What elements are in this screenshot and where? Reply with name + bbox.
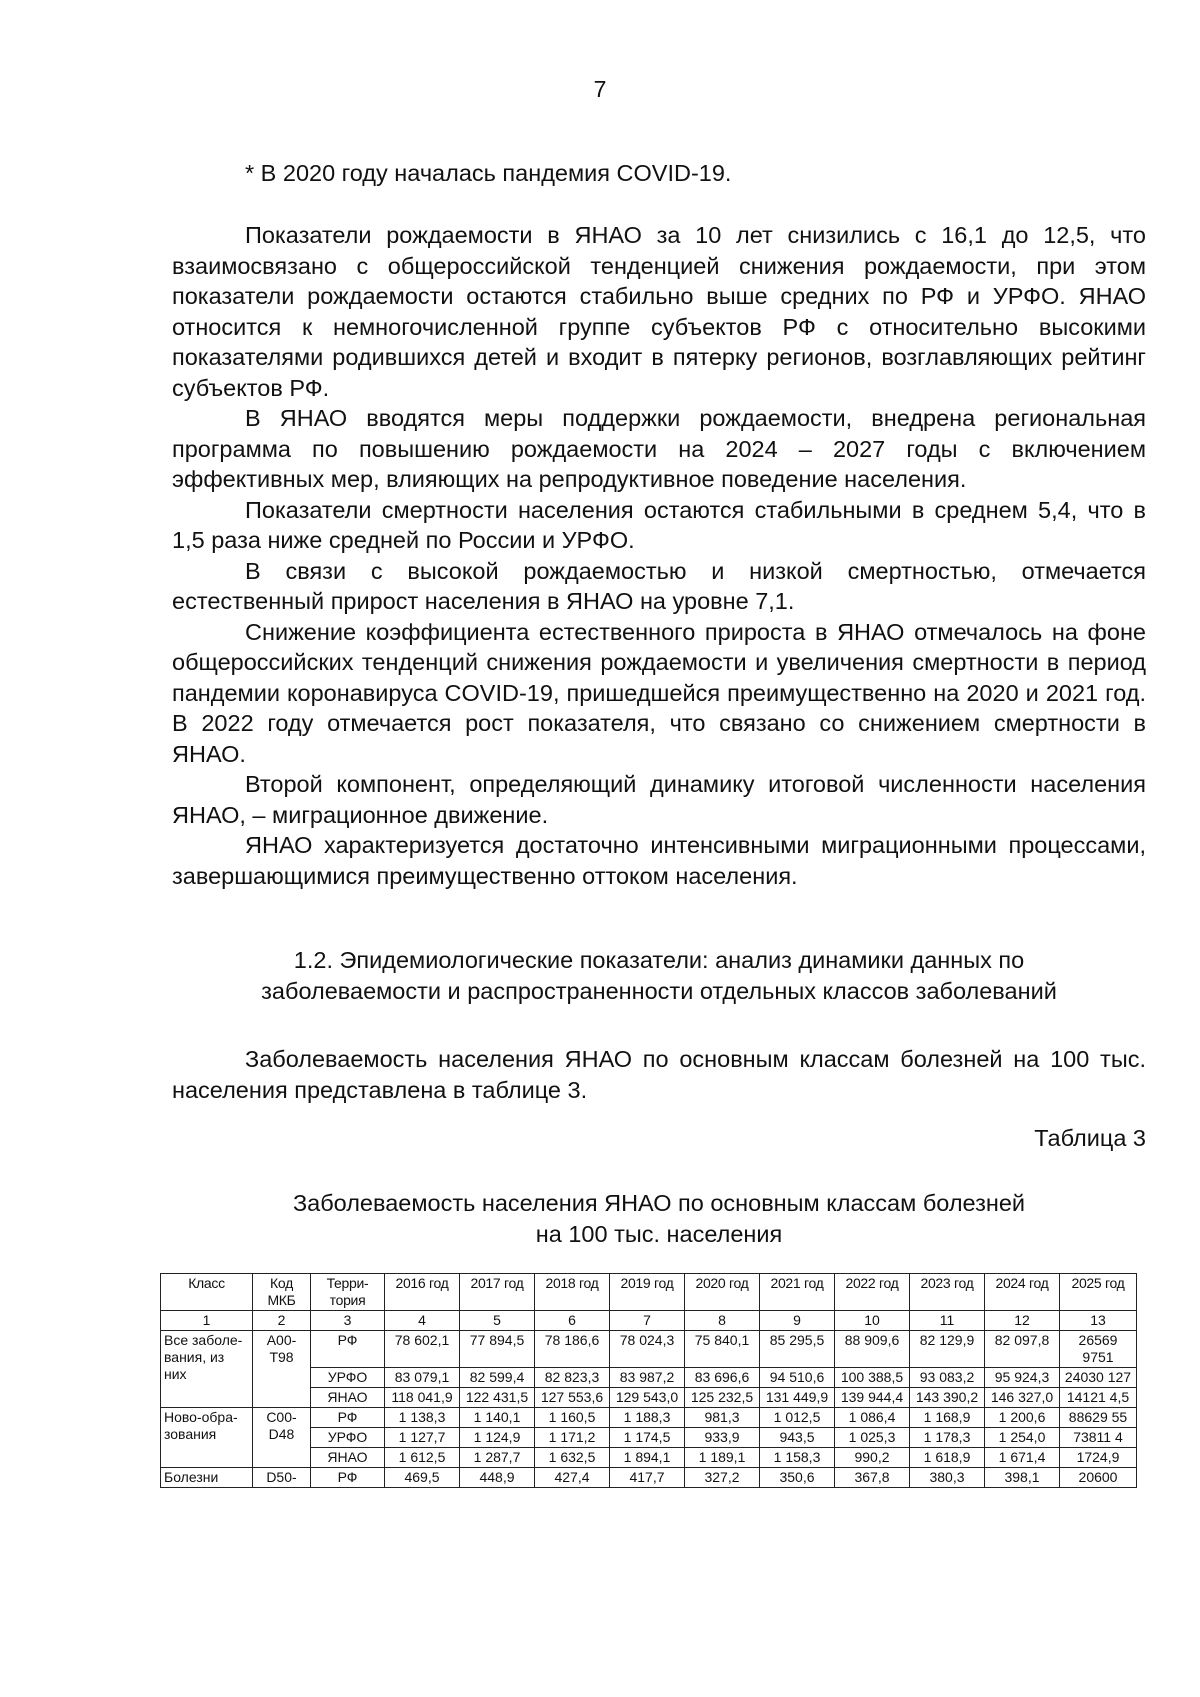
value-cell: 1 671,4 <box>985 1448 1060 1468</box>
value-cell: 139 944,4 <box>835 1388 910 1408</box>
header-cell: Код МКБ <box>253 1274 311 1311</box>
value-cell: 1 612,5 <box>385 1448 460 1468</box>
column-number-row <box>161 1311 1137 1331</box>
value-cell: 1 200,6 <box>985 1408 1060 1428</box>
value-cell: 469,5 <box>385 1468 460 1488</box>
value-cell: 1 171,2 <box>535 1428 610 1448</box>
paragraph: В ЯНАО вводятся меры поддержки рождаемости, внедрена региональная программа по повышению рождаемости на 2024 – 2027 годы с включением эффективных мер, влияющих на репродуктивное поведение населения. <box>172 405 1146 492</box>
value-cell: 1 632,5 <box>535 1448 610 1468</box>
value-cell: 981,3 <box>685 1408 760 1428</box>
paragraph: Показатели рождаемости в ЯНАО за 10 лет снизились с 16,1 до 12,5, что взаимосвязано с общероссийской тенденцией снижения рождаемости, при этом показатели рождаемости остаются стабильно выше средних по РФ и УРФО. ЯНАО относится к немногочисленной группе субъектов РФ с относительно высокими показателями родившихся детей и входит в пятерку регионов, возглавляющих рейтинг субъектов РФ. <box>172 222 1146 401</box>
value-cell: 73811 4 <box>1060 1428 1137 1448</box>
value-cell: 1 189,1 <box>685 1448 760 1468</box>
value-cell: 100 388,5 <box>835 1368 910 1388</box>
value-cell: 82 599,4 <box>460 1368 535 1388</box>
value-cell: 1 188,3 <box>610 1408 685 1428</box>
value-cell: 122 431,5 <box>460 1388 535 1408</box>
value-cell: 24030 127 <box>1060 1368 1137 1388</box>
header-cell: 2017 год <box>460 1274 535 1311</box>
header-cell: 2018 год <box>535 1274 610 1311</box>
value-cell: 448,9 <box>460 1468 535 1488</box>
value-cell: 88 909,6 <box>835 1331 910 1368</box>
header-cell: Терри-тория <box>311 1274 385 1311</box>
territory-cell: ЯНАО <box>311 1388 385 1408</box>
value-cell: 143 390,2 <box>910 1388 985 1408</box>
value-cell: 85 295,5 <box>760 1331 835 1368</box>
table-title-line: на 100 тыс. населения <box>535 1221 783 1247</box>
value-cell: 78 186,6 <box>535 1331 610 1368</box>
value-cell: 131 449,9 <box>760 1388 835 1408</box>
territory-cell: РФ <box>311 1468 385 1488</box>
column-number: 1 <box>161 1311 253 1331</box>
value-cell: 1 012,5 <box>760 1408 835 1428</box>
value-cell: 26569 9751 <box>1060 1331 1137 1368</box>
header-cell: 2023 год <box>910 1274 985 1311</box>
value-cell: 380,3 <box>910 1468 985 1488</box>
value-cell: 327,2 <box>685 1468 760 1488</box>
value-cell: 75 840,1 <box>685 1331 760 1368</box>
value-cell: 125 232,5 <box>685 1388 760 1408</box>
table-row <box>161 1408 1137 1428</box>
column-number: 11 <box>910 1311 985 1331</box>
column-number: 12 <box>985 1311 1060 1331</box>
territory-cell: РФ <box>311 1331 385 1368</box>
territory-cell: УРФО <box>311 1368 385 1388</box>
column-number: 9 <box>760 1311 835 1331</box>
value-cell: 83 987,2 <box>610 1368 685 1388</box>
value-cell: 1 254,0 <box>985 1428 1060 1448</box>
paragraph: Снижение коэффициента естественного прироста в ЯНАО отмечалось на фоне общероссийских тенденций снижения рождаемости и увеличения смертности в период пандемии коронавируса COVID-19, пришедшейся преимущественно на 2020 и 2021 год. В 2022 году отмечается рост показателя, что связано со снижением смертности в ЯНАО. <box>172 618 1146 767</box>
value-cell: 83 079,1 <box>385 1368 460 1388</box>
value-cell: 398,1 <box>985 1468 1060 1488</box>
table-title <box>172 1188 1146 1250</box>
value-cell: 1 158,3 <box>760 1448 835 1468</box>
territory-cell: ЯНАО <box>311 1448 385 1468</box>
value-cell: 1 618,9 <box>910 1448 985 1468</box>
body-text <box>172 220 1146 891</box>
value-cell: 1 287,7 <box>460 1448 535 1468</box>
value-cell: 78 024,3 <box>610 1331 685 1368</box>
value-cell: 14121 4,5 <box>1060 1388 1137 1408</box>
table-body <box>161 1331 1137 1488</box>
value-cell: 350,6 <box>760 1468 835 1488</box>
value-cell: 77 894,5 <box>460 1331 535 1368</box>
table-row <box>161 1468 1137 1488</box>
column-number: 13 <box>1060 1311 1137 1331</box>
value-cell: 1 086,4 <box>835 1408 910 1428</box>
section-heading <box>172 945 1146 1007</box>
section-heading-line: заболеваемости и распространенности отдельных классов заболеваний <box>261 978 1057 1004</box>
value-cell: 94 510,6 <box>760 1368 835 1388</box>
value-cell: 83 696,6 <box>685 1368 760 1388</box>
paragraph: Показатели смертности населения остаются стабильными в среднем 5,4, что в 1,5 раза ниже средней по России и УРФО. <box>172 496 1146 553</box>
value-cell: 427,4 <box>535 1468 610 1488</box>
column-number: 6 <box>535 1311 610 1331</box>
value-cell: 990,2 <box>835 1448 910 1468</box>
disease-class-cell: Все заболе-вания, из них <box>161 1331 253 1408</box>
header-cell: 2019 год <box>610 1274 685 1311</box>
pandemic-footnote: * В 2020 году началась пандемия COVID-19. <box>245 160 732 186</box>
column-number: 4 <box>385 1311 460 1331</box>
column-number: 3 <box>311 1311 385 1331</box>
value-cell: 118 041,9 <box>385 1388 460 1408</box>
table-header-row <box>161 1274 1137 1311</box>
value-cell: 146 327,0 <box>985 1388 1060 1408</box>
column-number: 10 <box>835 1311 910 1331</box>
value-cell: 1 025,3 <box>835 1428 910 1448</box>
value-cell: 1 894,1 <box>610 1448 685 1468</box>
icd-code-cell: С00-D48 <box>253 1408 311 1468</box>
value-cell: 1 178,3 <box>910 1428 985 1448</box>
paragraph: Заболеваемость населения ЯНАО по основным классам болезней на 100 тыс. населения представлена в таблице 3. <box>172 1046 1146 1103</box>
territory-cell: РФ <box>311 1408 385 1428</box>
section-heading-line: 1.2. Эпидемиологические показатели: анализ динамики данных по <box>293 947 1025 973</box>
intro-text <box>172 1044 1146 1105</box>
header-cell: 2024 год <box>985 1274 1060 1311</box>
disease-class-cell: Болезни <box>161 1468 253 1488</box>
value-cell: 20600 <box>1060 1468 1137 1488</box>
header-cell: 2020 год <box>685 1274 760 1311</box>
value-cell: 95 924,3 <box>985 1368 1060 1388</box>
value-cell: 88629 55 <box>1060 1408 1137 1428</box>
header-cell: Класс <box>161 1274 253 1311</box>
value-cell: 129 543,0 <box>610 1388 685 1408</box>
value-cell: 367,8 <box>835 1468 910 1488</box>
column-number: 5 <box>460 1311 535 1331</box>
value-cell: 82 823,3 <box>535 1368 610 1388</box>
paragraph: Второй компонент, определяющий динамику итоговой численности населения ЯНАО, – миграционное движение. <box>172 771 1146 828</box>
value-cell: 1 124,9 <box>460 1428 535 1448</box>
value-cell: 82 129,9 <box>910 1331 985 1368</box>
column-number: 7 <box>610 1311 685 1331</box>
territory-cell: УРФО <box>311 1428 385 1448</box>
paragraph: ЯНАО характеризуется достаточно интенсивными миграционными процессами, завершающимися преимущественно оттоком населения. <box>172 832 1146 889</box>
value-cell: 82 097,8 <box>985 1331 1060 1368</box>
paragraph: В связи с высокой рождаемостью и низкой смертностью, отмечается естественный прирост населения в ЯНАО на уровне 7,1. <box>172 557 1146 614</box>
header-cell: 2022 год <box>835 1274 910 1311</box>
value-cell: 1 174,5 <box>610 1428 685 1448</box>
value-cell: 1 168,9 <box>910 1408 985 1428</box>
value-cell: 78 602,1 <box>385 1331 460 1368</box>
header-cell: 2025 год <box>1060 1274 1137 1311</box>
table-title-line: Заболеваемость населения ЯНАО по основным классам болезней <box>292 1190 1026 1216</box>
value-cell: 1 160,5 <box>535 1408 610 1428</box>
value-cell: 1 140,1 <box>460 1408 535 1428</box>
value-cell: 933,9 <box>685 1428 760 1448</box>
column-number: 8 <box>685 1311 760 1331</box>
header-cell: 2016 год <box>385 1274 460 1311</box>
table-label: Таблица 3 <box>1034 1125 1146 1151</box>
value-cell: 93 083,2 <box>910 1368 985 1388</box>
morbidity-table <box>160 1273 1137 1488</box>
table-row <box>161 1331 1137 1368</box>
icd-code-cell: А00-Т98 <box>253 1331 311 1408</box>
value-cell: 1724,9 <box>1060 1448 1137 1468</box>
column-number: 2 <box>253 1311 311 1331</box>
header-cell: 2021 год <box>760 1274 835 1311</box>
page-number: 7 <box>593 76 607 102</box>
value-cell: 1 138,3 <box>385 1408 460 1428</box>
disease-class-cell: Ново-обра-зования <box>161 1408 253 1468</box>
value-cell: 1 127,7 <box>385 1428 460 1448</box>
icd-code-cell: D50- <box>253 1468 311 1488</box>
value-cell: 417,7 <box>610 1468 685 1488</box>
value-cell: 943,5 <box>760 1428 835 1448</box>
value-cell: 127 553,6 <box>535 1388 610 1408</box>
